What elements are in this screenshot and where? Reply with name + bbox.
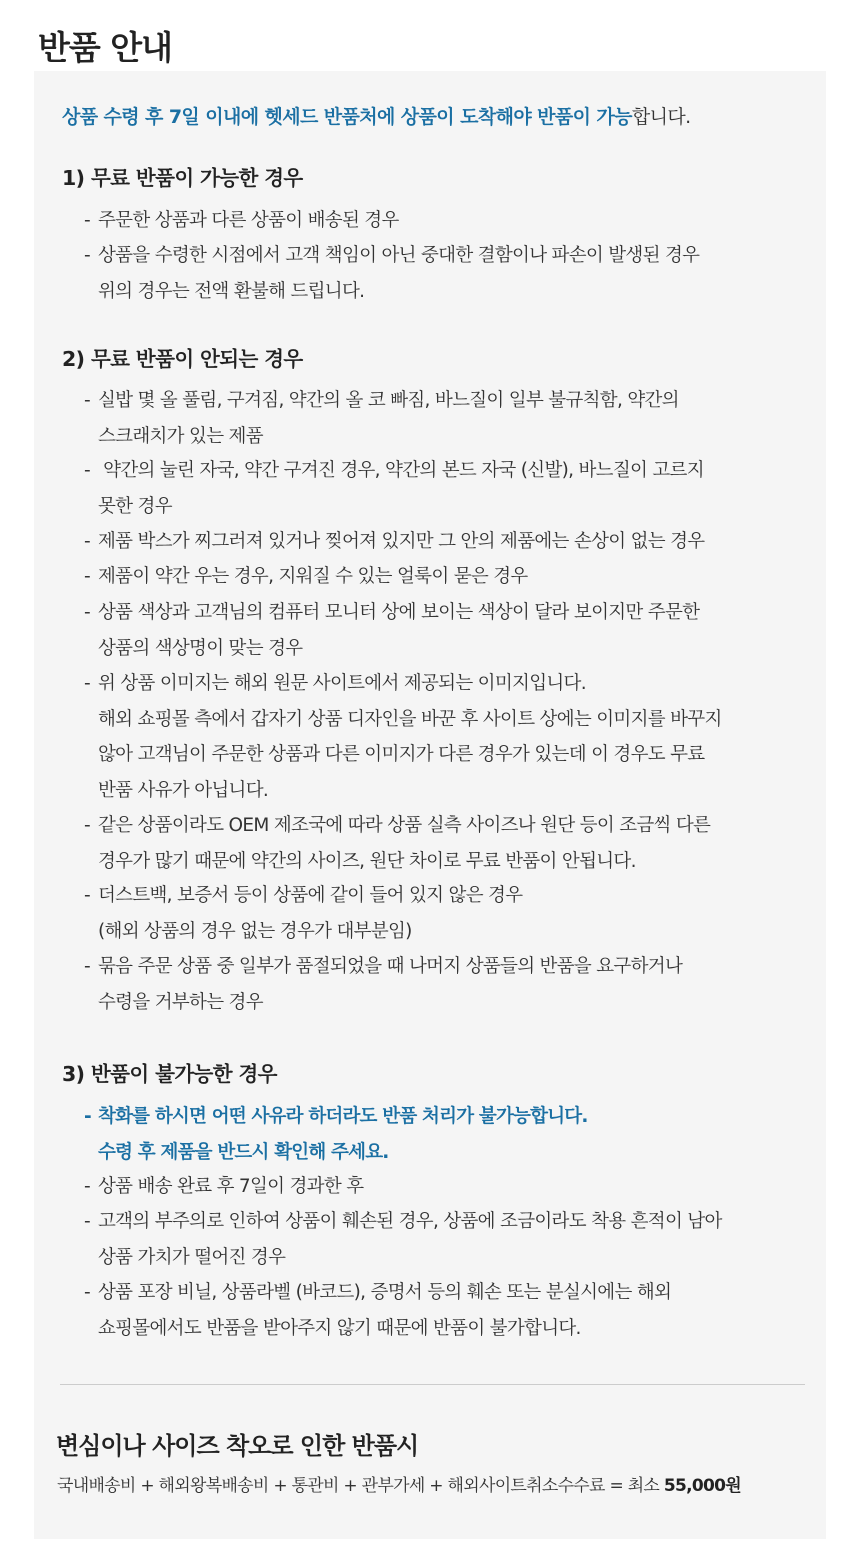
list-item: - 주문한 상품과 다른 상품이 배송된 경우 bbox=[84, 210, 399, 231]
list-item: - 상품 색상과 고객님의 컴퓨터 모니터 상에 보이는 색상이 달라 보이지만 주문한 상품의 색상명이 맞는 경우 bbox=[84, 602, 700, 659]
list-item: - 묶음 주문 상품 중 일부가 품절되었을 때 나머지 상품들의 반품을 요구하거나 수령을 거부하는 경우 bbox=[84, 956, 683, 1013]
list-item: - 약간의 눌린 자국, 약간 구겨진 경우, 약간의 본드 자국 (신발), 바느질이 고르지 못한 경우 bbox=[84, 460, 704, 517]
list-item: - 고객의 부주의로 인하여 상품이 훼손된 경우, 상품에 조금이라도 착용 흔적이 남아 상품 가치가 떨어진 경우 bbox=[84, 1211, 722, 1268]
list-item: - 제품이 약간 우는 경우, 지워질 수 있는 얼룩이 묻은 경우 bbox=[84, 566, 528, 587]
list-item: - 위 상품 이미지는 해외 원문 사이트에서 제공되는 이미지입니다. 해외 쇼핑몰 측에서 갑자기 상품 디자인을 바꾼 후 사이트 상에는 이미지를 바꾸지 않아 고객님이 주문한 상품과 다른 이미지가 다른 경우가 있는데 이 경우도 무료 반품 사유가 아닙니다. bbox=[84, 673, 722, 801]
list-item: - 상품 포장 비닐, 상품라벨 (바코드), 증명서 등의 훼손 또는 분실시에는 해외 쇼핑몰에서도 반품을 받아주지 않기 때문에 반품이 불가합니다. bbox=[84, 1282, 672, 1339]
section-title-no-return: 3) 반품이 불가능한 경우 bbox=[62, 1062, 277, 1086]
list-item: - 같은 상품이라도 OEM 제조국에 따라 상품 실측 사이즈나 원단 등이 조금씩 다른 경우가 많기 때문에 약간의 사이즈, 원단 차이로 무료 반품이 안됩니다. bbox=[84, 815, 711, 872]
fee-formula-text: 국내배송비 + 해외왕복배송비 + 통관비 + 관부가세 + 해외사이트취소수수료 = 최소 bbox=[57, 1476, 664, 1496]
intro-text bbox=[62, 102, 691, 129]
fee-amount: 55,000원 bbox=[663, 1476, 741, 1496]
page-title: 반품 안내 bbox=[38, 28, 173, 67]
list-item: - 상품 배송 완료 후 7일이 경과한 후 bbox=[84, 1176, 364, 1197]
list-item-notice: - 착화를 하시면 어떤 사유라 하더라도 반품 처리가 불가능합니다. 수령 후 제품을 반드시 확인해 주세요. bbox=[84, 1106, 588, 1163]
intro-highlight: 상품 수령 후 7일 이내에 헷세드 반품처에 상품이 도착해야 반품이 가능 bbox=[62, 106, 632, 128]
list-item: - 더스트백, 보증서 등이 상품에 같이 들어 있지 않은 경우 (해외 상품의 경우 없는 경우가 대부분임) bbox=[84, 885, 523, 942]
footer-title: 변심이나 사이즈 착오로 인한 반품시 bbox=[56, 1432, 419, 1460]
list-item: - 제품 박스가 찌그러져 있거나 찢어져 있지만 그 안의 제품에는 손상이 없는 경우 bbox=[84, 531, 705, 552]
section-divider bbox=[60, 1384, 805, 1385]
section-title-no-free-return: 2) 무료 반품이 안되는 경우 bbox=[62, 347, 303, 371]
intro-rest: 합니다. bbox=[631, 106, 691, 128]
section-title-free-return: 1) 무료 반품이 가능한 경우 bbox=[62, 166, 303, 190]
fee-formula bbox=[57, 1471, 741, 1496]
list-item: - 상품을 수령한 시점에서 고객 책임이 아닌 중대한 결함이나 파손이 발생된 경우 위의 경우는 전액 환불해 드립니다. bbox=[84, 245, 700, 302]
list-item: - 실밥 몇 올 풀림, 구겨짐, 약간의 올 코 빠짐, 바느질이 일부 불규칙함, 약간의 스크래치가 있는 제품 bbox=[84, 390, 679, 447]
